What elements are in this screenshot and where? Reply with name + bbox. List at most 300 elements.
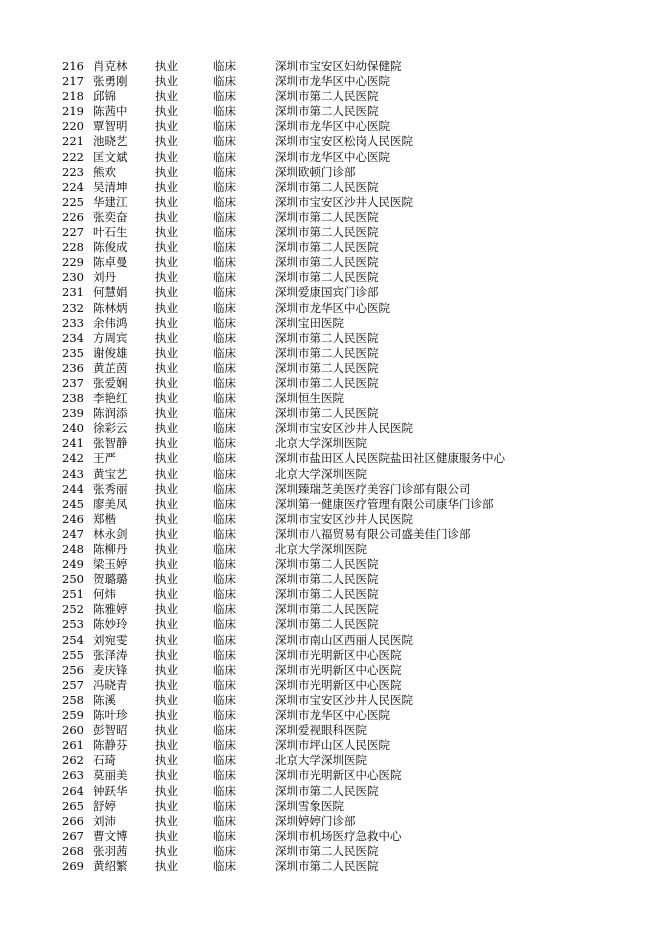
row-number: 237 (62, 375, 84, 390)
row-number: 224 (62, 179, 84, 194)
practice-institution: 深圳市坪山区人民医院 (275, 738, 390, 753)
row-number: 239 (62, 406, 84, 421)
practice-institution: 深圳市第二人民医院 (275, 572, 379, 587)
practice-category: 临床 (213, 738, 236, 753)
practice-institution: 深圳市第二人民医院 (275, 783, 379, 798)
person-name: 邱锦 (93, 89, 116, 104)
person-name: 彭智昭 (93, 723, 128, 738)
practice-category: 临床 (213, 813, 236, 828)
practice-institution: 深圳市宝安区沙井人民医院 (275, 692, 413, 707)
table-row (62, 723, 575, 738)
person-name: 陈润添 (93, 406, 128, 421)
row-number: 262 (62, 753, 84, 768)
table-row (62, 648, 575, 663)
practice-institution: 深圳市第二人民医院 (275, 225, 379, 240)
practice-category: 临床 (213, 662, 236, 677)
row-number: 264 (62, 783, 84, 798)
row-number: 251 (62, 587, 84, 602)
table-row (62, 421, 575, 436)
row-number: 243 (62, 466, 84, 481)
row-number: 240 (62, 421, 84, 436)
row-number: 241 (62, 436, 84, 451)
registration-type: 执业 (155, 391, 178, 406)
person-name: 覃智明 (93, 119, 128, 134)
table-row (62, 104, 575, 119)
registration-type: 执业 (155, 466, 178, 481)
practice-category: 临床 (213, 466, 236, 481)
registration-type: 执业 (155, 647, 178, 662)
practice-institution: 深圳市第二人民医院 (275, 587, 379, 602)
registration-type: 执业 (155, 375, 178, 390)
row-number: 235 (62, 345, 84, 360)
row-number: 218 (62, 89, 84, 104)
row-number: 216 (62, 59, 84, 73)
row-number: 227 (62, 225, 84, 240)
person-name: 陈妙玲 (93, 617, 128, 632)
practice-category: 临床 (213, 89, 236, 104)
practice-category: 临床 (213, 481, 236, 496)
practice-institution: 深圳市光明新区中心医院 (275, 662, 402, 677)
table-row (62, 361, 575, 376)
registration-type: 执业 (155, 602, 178, 617)
person-name: 熊欢 (93, 164, 116, 179)
practice-institution: 深圳宝田医院 (275, 315, 344, 330)
table-row (62, 134, 575, 149)
row-number: 253 (62, 617, 84, 632)
row-number: 226 (62, 209, 84, 224)
person-name: 陈静芬 (93, 738, 128, 753)
row-number: 225 (62, 194, 84, 209)
table-row (62, 678, 575, 693)
registration-type: 执业 (155, 526, 178, 541)
row-number: 258 (62, 692, 84, 707)
person-name: 谢俊雄 (93, 345, 128, 360)
person-name: 廖美凤 (93, 496, 128, 511)
registration-type: 执业 (155, 240, 178, 255)
row-number: 232 (62, 300, 84, 315)
registration-type: 执业 (155, 345, 178, 360)
practice-institution: 深圳爱康国宾门诊部 (275, 285, 379, 300)
table-row (62, 708, 575, 723)
person-name: 张智静 (93, 436, 128, 451)
practice-institution: 深圳市龙华区中心医院 (275, 300, 390, 315)
row-number: 261 (62, 738, 84, 753)
row-number: 221 (62, 134, 84, 149)
row-number: 249 (62, 557, 84, 572)
table-row (62, 270, 575, 285)
row-number: 219 (62, 104, 84, 119)
practice-institution: 深圳市机场医疗急救中心 (275, 828, 402, 843)
registration-type: 执业 (155, 360, 178, 375)
practice-institution: 北京大学深圳医院 (275, 542, 367, 556)
practice-institution: 深圳市第二人民医院 (275, 602, 379, 617)
table-row (62, 210, 575, 225)
practice-category: 临床 (213, 104, 236, 119)
row-number: 242 (62, 451, 84, 466)
practice-category: 临床 (213, 345, 236, 360)
person-name: 麦庆锋 (93, 662, 128, 677)
row-number: 247 (62, 526, 84, 541)
registration-type: 执业 (155, 783, 178, 798)
registration-type: 执业 (155, 813, 178, 828)
practice-category: 临床 (213, 375, 236, 390)
practice-institution: 深圳市第二人民医院 (275, 345, 379, 360)
practice-category: 临床 (213, 225, 236, 240)
table-row (62, 436, 575, 451)
registration-type: 执业 (155, 149, 178, 164)
registration-type: 执业 (155, 587, 178, 602)
practice-institution: 北京大学深圳医院 (275, 753, 367, 768)
registration-type: 执业 (155, 828, 178, 843)
table-row (62, 331, 575, 346)
practice-category: 临床 (213, 858, 236, 873)
table-row (62, 316, 575, 331)
person-name: 陈茜中 (93, 104, 128, 119)
practice-institution: 深圳市盐田区人民医院盐田社区健康服务中心 (275, 451, 505, 466)
person-name: 李艳红 (93, 391, 128, 406)
practice-category: 临床 (213, 708, 236, 723)
table-row (62, 165, 575, 180)
person-name: 陈溪 (93, 692, 116, 707)
practice-institution: 深圳市第二人民医院 (275, 179, 379, 194)
table-row (62, 527, 575, 542)
practice-category: 临床 (213, 828, 236, 843)
practice-institution: 深圳市龙华区中心医院 (275, 708, 390, 723)
table-row (62, 602, 575, 617)
registration-type: 执业 (155, 662, 178, 677)
practice-institution: 深圳市光明新区中心医院 (275, 647, 402, 662)
practice-category: 临床 (213, 209, 236, 224)
practice-category: 临床 (213, 542, 236, 556)
table-row (62, 814, 575, 829)
practice-institution: 深圳市第二人民医院 (275, 406, 379, 421)
table-row (62, 482, 575, 497)
registration-type: 执业 (155, 542, 178, 556)
person-name: 林永剑 (93, 526, 128, 541)
registration-type: 执业 (155, 270, 178, 285)
table-row (62, 829, 575, 844)
practice-category: 临床 (213, 360, 236, 375)
practice-category: 临床 (213, 572, 236, 587)
person-name: 梁玉婷 (93, 557, 128, 572)
practice-institution: 深圳欧顿门诊部 (275, 164, 356, 179)
practice-institution: 深圳第一健康医疗管理有限公司康华门诊部 (275, 496, 494, 511)
person-name: 张秀丽 (93, 481, 128, 496)
registration-type: 执业 (155, 496, 178, 511)
practice-institution: 深圳臻瑞芝美医疗美容门诊部有限公司 (275, 481, 471, 496)
row-number: 223 (62, 164, 84, 179)
person-name: 王严 (93, 451, 116, 466)
registration-type: 执业 (155, 436, 178, 451)
practice-institution: 深圳市八福贸易有限公司盛美佳门诊部 (275, 526, 471, 541)
row-number: 255 (62, 647, 84, 662)
person-name: 黄宝艺 (93, 466, 128, 481)
registration-type: 执业 (155, 738, 178, 753)
person-name: 陈俊成 (93, 240, 128, 255)
practice-institution: 深圳市第二人民医院 (275, 375, 379, 390)
practice-category: 临床 (213, 692, 236, 707)
person-name: 余伟鸿 (93, 315, 128, 330)
practice-category: 临床 (213, 255, 236, 270)
table-row (62, 572, 575, 587)
person-name: 池晓艺 (93, 134, 128, 149)
row-number: 256 (62, 662, 84, 677)
row-number: 236 (62, 360, 84, 375)
row-number: 220 (62, 119, 84, 134)
person-name: 莫丽美 (93, 768, 128, 783)
table-row (62, 768, 575, 783)
practice-category: 临床 (213, 421, 236, 436)
practice-category: 临床 (213, 240, 236, 255)
table-row (62, 799, 575, 814)
registration-type: 执业 (155, 89, 178, 104)
table-row (62, 376, 575, 391)
person-name: 张勇刚 (93, 74, 128, 89)
person-name: 方周宾 (93, 330, 128, 345)
practice-institution: 深圳市宝安区妇幼保健院 (275, 59, 402, 73)
table-row (62, 467, 575, 482)
row-number: 267 (62, 828, 84, 843)
table-row (62, 74, 575, 89)
practice-category: 临床 (213, 406, 236, 421)
row-number: 252 (62, 602, 84, 617)
practice-institution: 深圳市第二人民医院 (275, 330, 379, 345)
table-row (62, 617, 575, 632)
row-number: 234 (62, 330, 84, 345)
table-row (62, 753, 575, 768)
practice-category: 临床 (213, 526, 236, 541)
practice-category: 临床 (213, 149, 236, 164)
table-row (62, 663, 575, 678)
person-name: 陈卓曼 (93, 255, 128, 270)
person-name: 陈林炳 (93, 300, 128, 315)
table-row (62, 285, 575, 300)
table-row (62, 557, 575, 572)
registration-type: 执业 (155, 858, 178, 873)
table-row (62, 346, 575, 361)
table-row (62, 633, 575, 648)
person-name: 刘丹 (93, 270, 116, 285)
practice-category: 临床 (213, 300, 236, 315)
table-row (62, 119, 575, 134)
practice-institution: 深圳市第二人民医院 (275, 617, 379, 632)
practice-category: 临床 (213, 783, 236, 798)
row-number: 245 (62, 496, 84, 511)
table-row (62, 406, 575, 421)
practice-institution: 深圳市第二人民医院 (275, 557, 379, 572)
person-name: 钟跃华 (93, 783, 128, 798)
table-row (62, 693, 575, 708)
practice-category: 临床 (213, 677, 236, 692)
registration-type: 执业 (155, 119, 178, 134)
person-name: 石琦 (93, 753, 116, 768)
practice-category: 临床 (213, 511, 236, 526)
table-row (62, 225, 575, 240)
table-row (62, 497, 575, 512)
person-name: 何慧娟 (93, 285, 128, 300)
practice-institution: 深圳市第二人民医院 (275, 209, 379, 224)
registration-type: 执业 (155, 179, 178, 194)
registration-type: 执业 (155, 798, 178, 813)
practice-category: 临床 (213, 436, 236, 451)
person-name: 陈叶珍 (93, 708, 128, 723)
practice-institution: 深圳爱视眼科医院 (275, 723, 367, 738)
table-row (62, 784, 575, 799)
table-row (62, 180, 575, 195)
practice-institution: 深圳市第二人民医院 (275, 240, 379, 255)
person-name: 曹文博 (93, 828, 128, 843)
practice-category: 临床 (213, 451, 236, 466)
person-name: 吴清坤 (93, 179, 128, 194)
person-name: 张爱娴 (93, 375, 128, 390)
practice-institution: 深圳市宝安区沙井人民医院 (275, 511, 413, 526)
registration-type: 执业 (155, 134, 178, 149)
practice-category: 临床 (213, 74, 236, 89)
person-name: 黄芷茵 (93, 360, 128, 375)
practice-institution: 深圳市宝安区松岗人民医院 (275, 134, 413, 149)
row-number: 250 (62, 572, 84, 587)
practice-institution: 深圳市宝安区沙井人民医院 (275, 194, 413, 209)
registration-type: 执业 (155, 677, 178, 692)
practice-institution: 深圳市龙华区中心医院 (275, 149, 390, 164)
practice-category: 临床 (213, 119, 236, 134)
table-row (62, 89, 575, 104)
practice-category: 临床 (213, 587, 236, 602)
practice-category: 临床 (213, 843, 236, 858)
row-number: 233 (62, 315, 84, 330)
practice-institution: 深圳市第二人民医院 (275, 360, 379, 375)
registration-type: 执业 (155, 194, 178, 209)
row-number: 230 (62, 270, 84, 285)
table-row (62, 240, 575, 255)
row-number: 254 (62, 632, 84, 647)
practice-institution: 深圳市第二人民医院 (275, 858, 379, 873)
person-name: 叶石生 (93, 225, 128, 240)
table-body (62, 59, 575, 874)
practice-institution: 深圳婷婷门诊部 (275, 813, 356, 828)
practice-category: 临床 (213, 602, 236, 617)
practice-category: 临床 (213, 391, 236, 406)
practice-category: 临床 (213, 723, 236, 738)
table-row (62, 859, 575, 874)
registration-type: 执业 (155, 843, 178, 858)
registration-type: 执业 (155, 59, 178, 73)
person-name: 刘宛雯 (93, 632, 128, 647)
practice-category: 临床 (213, 557, 236, 572)
practice-institution: 深圳市光明新区中心医院 (275, 677, 402, 692)
registration-type: 执业 (155, 481, 178, 496)
practice-category: 临床 (213, 164, 236, 179)
person-name: 陈雅婷 (93, 602, 128, 617)
practice-category: 临床 (213, 194, 236, 209)
registration-type: 执业 (155, 753, 178, 768)
table-row (62, 301, 575, 316)
practice-category: 临床 (213, 768, 236, 783)
practice-institution: 深圳市宝安区沙井人民医院 (275, 421, 413, 436)
registration-type: 执业 (155, 209, 178, 224)
practice-institution: 深圳市第二人民医院 (275, 89, 379, 104)
row-number: 244 (62, 481, 84, 496)
practice-category: 临床 (213, 315, 236, 330)
practice-category: 临床 (213, 59, 236, 73)
registration-type: 执业 (155, 330, 178, 345)
practice-institution: 深圳市光明新区中心医院 (275, 768, 402, 783)
row-number: 231 (62, 285, 84, 300)
person-name: 郑楷 (93, 511, 116, 526)
practice-category: 临床 (213, 496, 236, 511)
person-name: 徐彩云 (93, 421, 128, 436)
practice-category: 临床 (213, 798, 236, 813)
person-name: 何炜 (93, 587, 116, 602)
row-number: 229 (62, 255, 84, 270)
practice-institution: 深圳雪象医院 (275, 798, 344, 813)
row-number: 260 (62, 723, 84, 738)
registration-type: 执业 (155, 723, 178, 738)
registration-type: 执业 (155, 285, 178, 300)
table-row (62, 59, 575, 74)
registration-type: 执业 (155, 104, 178, 119)
row-number: 259 (62, 708, 84, 723)
row-number: 217 (62, 74, 84, 89)
row-number: 269 (62, 858, 84, 873)
person-name: 张泽涛 (93, 647, 128, 662)
row-number: 265 (62, 798, 84, 813)
person-name: 张奕奋 (93, 209, 128, 224)
registration-type: 执业 (155, 255, 178, 270)
person-name: 刘沛 (93, 813, 116, 828)
practice-institution: 深圳市南山区西丽人民医院 (275, 632, 413, 647)
registration-type: 执业 (155, 511, 178, 526)
practice-category: 临床 (213, 632, 236, 647)
registration-type: 执业 (155, 572, 178, 587)
registration-type: 执业 (155, 708, 178, 723)
row-number: 268 (62, 843, 84, 858)
practice-category: 临床 (213, 134, 236, 149)
registration-type: 执业 (155, 557, 178, 572)
practice-category: 临床 (213, 753, 236, 768)
table-row (62, 587, 575, 602)
table-row (62, 391, 575, 406)
practice-category: 临床 (213, 270, 236, 285)
row-number: 222 (62, 149, 84, 164)
practice-institution: 深圳市第二人民医院 (275, 255, 379, 270)
row-number: 266 (62, 813, 84, 828)
registration-type: 执业 (155, 421, 178, 436)
registration-type: 执业 (155, 74, 178, 89)
practice-institution: 北京大学深圳医院 (275, 466, 367, 481)
registration-type: 执业 (155, 632, 178, 647)
practice-institution: 深圳市龙华区中心医院 (275, 119, 390, 134)
person-name: 匡文斌 (93, 149, 128, 164)
registration-type: 执业 (155, 768, 178, 783)
person-name: 黄绍繁 (93, 858, 128, 873)
table-row (62, 512, 575, 527)
practice-category: 临床 (213, 330, 236, 345)
row-number: 257 (62, 677, 84, 692)
person-name: 陈柳丹 (93, 542, 128, 556)
person-name: 舒婷 (93, 798, 116, 813)
person-name: 华建江 (93, 194, 128, 209)
person-name: 贺璐璐 (93, 572, 128, 587)
table-row (62, 150, 575, 165)
registration-type: 执业 (155, 300, 178, 315)
row-number: 238 (62, 391, 84, 406)
registration-type: 执业 (155, 406, 178, 421)
registration-type: 执业 (155, 451, 178, 466)
table-row (62, 738, 575, 753)
table-row (62, 542, 575, 557)
person-name: 张羽茜 (93, 843, 128, 858)
